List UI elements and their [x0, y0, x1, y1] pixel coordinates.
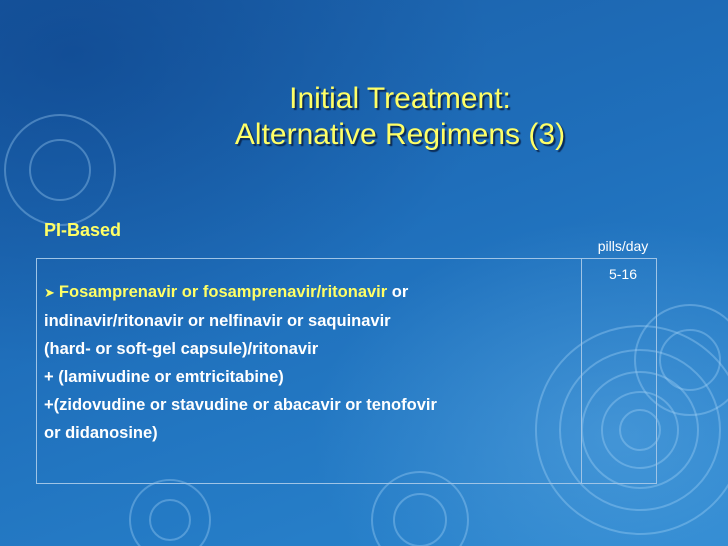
column-header-pills-per-day: pills/day	[597, 238, 649, 254]
arrow-right-bullet-icon: ➤	[44, 285, 55, 300]
pills-per-day-value: 5-16	[608, 266, 638, 282]
table-column-divider	[581, 258, 582, 484]
regimen-line-1-rest: or	[387, 283, 409, 301]
regimen-highlight: Fosamprenavir or fosamprenavir/ritonavir	[58, 283, 388, 301]
section-label: PI-Based	[44, 220, 122, 240]
title-line-2: Alternative Regimens (3)	[234, 118, 566, 151]
regimen-line-1	[44, 278, 580, 307]
regimen-line-2: indinavir/ritonavir or nelfinavir or saquinavir	[44, 312, 391, 330]
title-line-1: Initial Treatment:	[289, 82, 511, 115]
regimen-description	[44, 278, 580, 447]
regimen-line-4: + (lamivudine or emtricitabine)	[44, 368, 284, 386]
regimen-line-3: (hard- or soft-gel capsule)/ritonavir	[44, 340, 319, 358]
regimen-line-6: or didanosine)	[44, 424, 158, 442]
regimen-line-5: +(zidovudine or stavudine or abacavir or tenofovir	[44, 396, 437, 414]
